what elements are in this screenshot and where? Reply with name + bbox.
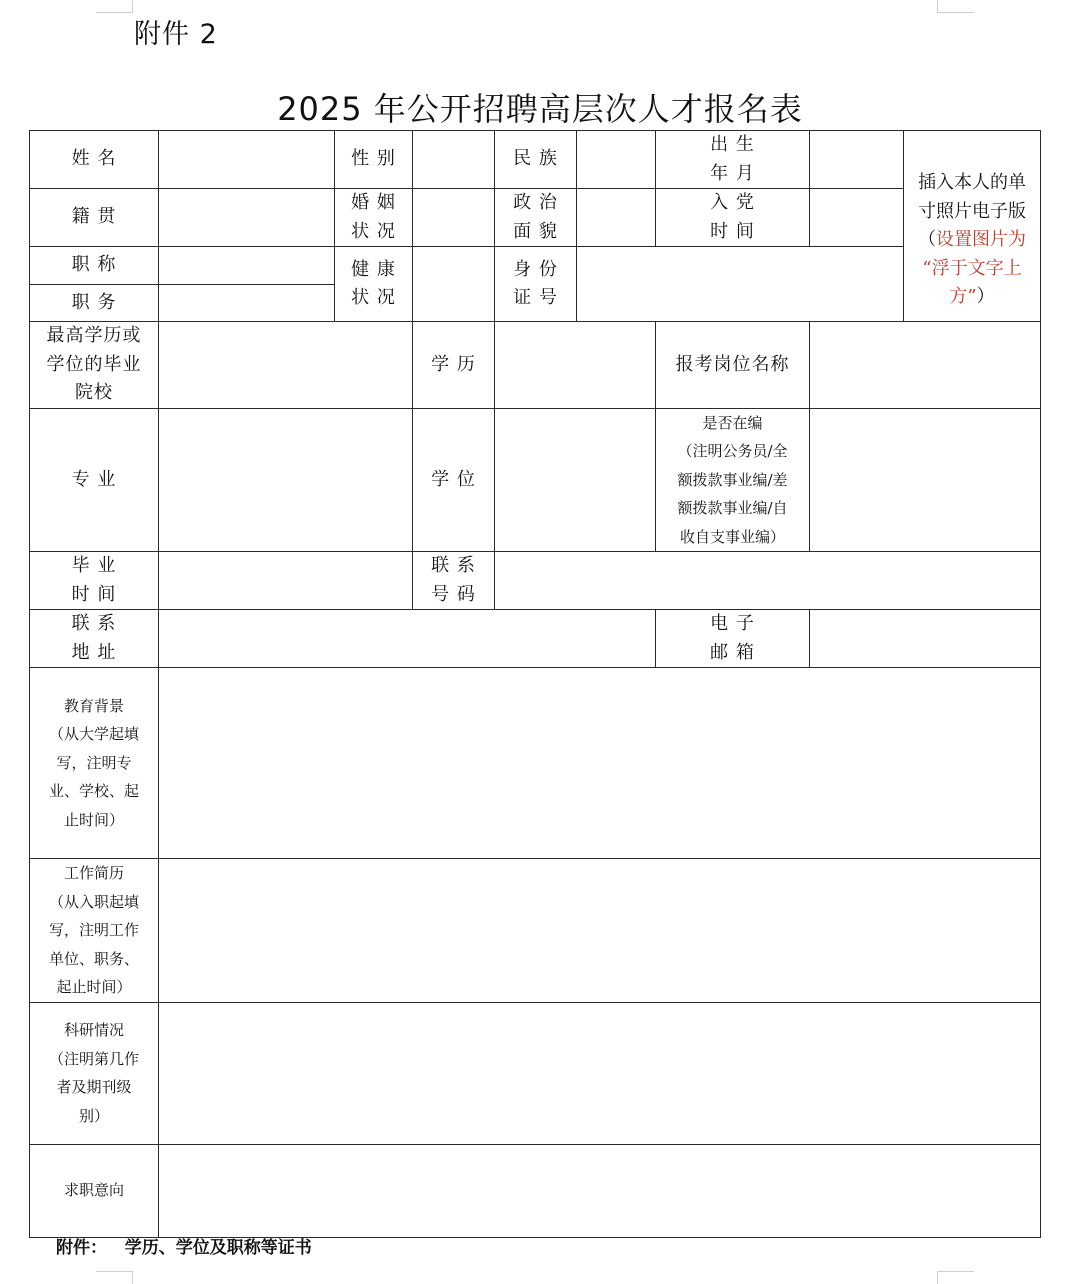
major-input[interactable] <box>159 408 413 552</box>
marital-label: 婚 姻 状 况 <box>335 189 413 247</box>
photo-float-note: 设置图片为 “浮于文字上 方” <box>922 229 1026 307</box>
title-rank-input[interactable] <box>159 247 335 285</box>
table-row <box>30 131 1041 189</box>
phone-input[interactable] <box>495 552 1041 610</box>
table-row <box>30 1144 1041 1237</box>
native-place-input[interactable] <box>159 189 335 247</box>
edu-background-input[interactable] <box>159 668 1041 859</box>
work-history-label: 工作简历 （从入职起填 写，注明工作 单位、职务、 起止时间） <box>30 859 159 1003</box>
party-join-input[interactable] <box>810 189 904 247</box>
table-row <box>30 552 1041 610</box>
health-input[interactable] <box>413 247 495 322</box>
degree-input[interactable] <box>495 408 656 552</box>
table-row <box>30 668 1041 859</box>
id-number-label: 身 份 证 号 <box>495 247 577 322</box>
party-join-label: 入 党 时 间 <box>656 189 810 247</box>
photo-close-paren: ） <box>976 286 995 307</box>
intention-input[interactable] <box>159 1144 1041 1237</box>
table-row <box>30 859 1041 1003</box>
page-title: 2025 年公开招聘高层次人才报名表 <box>277 90 803 128</box>
registration-form-table <box>29 130 1041 1238</box>
political-label: 政 治 面 貌 <box>495 189 577 247</box>
marital-input[interactable] <box>413 189 495 247</box>
grad-time-label: 毕 业 时 间 <box>30 552 159 610</box>
page-corner-mark <box>96 0 133 13</box>
grad-time-input[interactable] <box>159 552 413 610</box>
education-label: 学 历 <box>413 322 495 409</box>
major-label: 专 业 <box>30 408 159 552</box>
gender-input[interactable] <box>413 131 495 189</box>
education-input[interactable] <box>495 322 656 409</box>
staffing-label: 是否在编 （注明公务员/全 额拨款事业编/差 额拨款事业编/自 收自支事业编） <box>656 408 810 552</box>
footer-note: 附件： 学历、学位及职称等证书 <box>56 1238 312 1258</box>
position-label: 职 务 <box>30 285 159 322</box>
table-row <box>30 247 1041 285</box>
research-input[interactable] <box>159 1002 1041 1144</box>
political-input[interactable] <box>577 189 656 247</box>
attachment-label: 附件 2 <box>134 19 218 50</box>
table-row <box>30 610 1041 668</box>
table-row <box>30 408 1041 552</box>
native-place-label: 籍 贯 <box>30 189 159 247</box>
school-label: 最高学历或 学位的毕业 院校 <box>30 322 159 409</box>
intention-label: 求职意向 <box>30 1144 159 1237</box>
photo-box[interactable] <box>904 131 1041 322</box>
post-name-label: 报考岗位名称 <box>656 322 810 409</box>
name-input[interactable] <box>159 131 335 189</box>
birth-label: 出 生 年 月 <box>656 131 810 189</box>
edu-background-label: 教育背景 （从大学起填 写，注明专 业、学校、起 止时间） <box>30 668 159 859</box>
post-name-input[interactable] <box>810 322 1041 409</box>
page-corner-mark <box>937 1271 974 1284</box>
school-input[interactable] <box>159 322 413 409</box>
email-input[interactable] <box>810 610 1041 668</box>
address-input[interactable] <box>159 610 656 668</box>
health-label: 健 康 状 况 <box>335 247 413 322</box>
table-row <box>30 1002 1041 1144</box>
photo-open-paren: （ <box>918 229 936 250</box>
birth-input[interactable] <box>810 131 904 189</box>
table-row <box>30 322 1041 409</box>
position-input[interactable] <box>159 285 335 322</box>
staffing-input[interactable] <box>810 408 1041 552</box>
title-rank-label: 职 称 <box>30 247 159 285</box>
phone-label: 联 系 号 码 <box>413 552 495 610</box>
ethnicity-input[interactable] <box>577 131 656 189</box>
email-label: 电 子 邮 箱 <box>656 610 810 668</box>
research-label: 科研情况 （注明第几作 者及期刊级 别） <box>30 1002 159 1144</box>
table-row <box>30 189 1041 247</box>
id-number-input[interactable] <box>577 247 904 322</box>
address-label: 联 系 地 址 <box>30 610 159 668</box>
work-history-input[interactable] <box>159 859 1041 1003</box>
gender-label: 性 别 <box>335 131 413 189</box>
name-label: 姓 名 <box>30 131 159 189</box>
page-corner-mark <box>937 0 974 13</box>
degree-label: 学 位 <box>413 408 495 552</box>
ethnicity-label: 民 族 <box>495 131 577 189</box>
photo-instruction: 插入本人的单 寸照片电子版 <box>918 172 1026 222</box>
page-corner-mark <box>96 1271 133 1284</box>
